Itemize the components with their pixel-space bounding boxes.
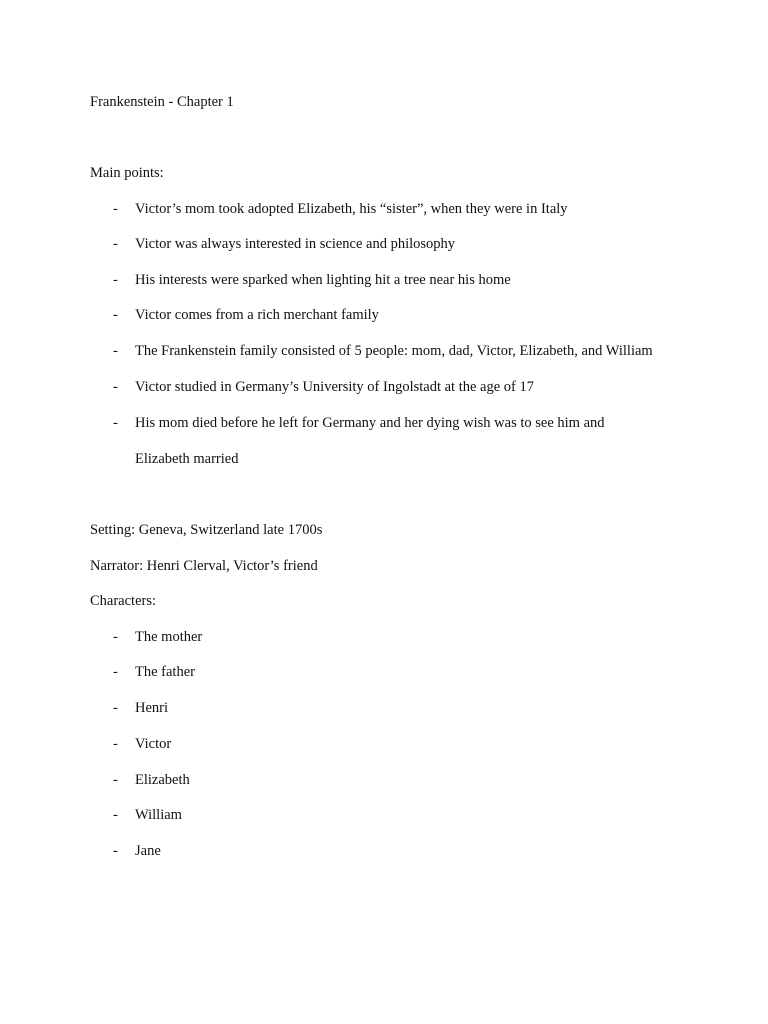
- list-item-text: Victor was always interested in science and philosophy: [135, 236, 456, 252]
- bullet-dash: -: [113, 772, 118, 788]
- list-item-text: His mom died before he left for Germany and her dying wish was to see him and: [135, 415, 605, 431]
- bullet-dash: -: [113, 843, 118, 859]
- list-item-text: Victor studied in Germany’s University of Ingolstadt at the age of 17: [135, 379, 534, 395]
- bullet-dash: -: [113, 307, 118, 323]
- bullet-dash: -: [113, 807, 118, 823]
- bullet-dash: -: [113, 415, 118, 431]
- bullet-dash: -: [113, 700, 118, 716]
- document-title: Frankenstein - Chapter 1: [90, 94, 234, 110]
- characters-heading: Characters:: [90, 593, 157, 609]
- list-item-text: His interests were sparked when lighting hit a tree near his home: [135, 272, 511, 288]
- list-item-text: Victor comes from a rich merchant family: [135, 307, 379, 323]
- bullet-dash: -: [113, 664, 118, 680]
- list-item-text: The father: [135, 664, 195, 680]
- list-item-text: The mother: [135, 629, 203, 645]
- list-item-text: Henri: [135, 700, 169, 716]
- bullet-dash: -: [113, 201, 118, 217]
- narrator-line: Narrator: Henri Clerval, Victor’s friend: [90, 558, 318, 574]
- list-item-text: William: [135, 807, 182, 823]
- main-points-heading: Main points:: [90, 165, 164, 181]
- bullet-dash: -: [113, 236, 118, 252]
- list-item-continuation: Elizabeth married: [135, 451, 239, 467]
- list-item-text: Victor’s mom took adopted Elizabeth, his “sister”, when they were in Italy: [135, 201, 568, 217]
- bullet-dash: -: [113, 736, 118, 752]
- list-item-text: The Frankenstein family consisted of 5 people: mom, dad, Victor, Elizabeth, and William: [135, 343, 653, 359]
- bullet-dash: -: [113, 343, 118, 359]
- list-item-text: Jane: [135, 843, 161, 859]
- bullet-dash: -: [113, 379, 118, 395]
- setting-line: Setting: Geneva, Switzerland late 1700s: [90, 522, 323, 538]
- list-item-text: Elizabeth: [135, 772, 190, 788]
- bullet-dash: -: [113, 272, 118, 288]
- list-item-text: Victor: [135, 736, 172, 752]
- bullet-dash: -: [113, 629, 118, 645]
